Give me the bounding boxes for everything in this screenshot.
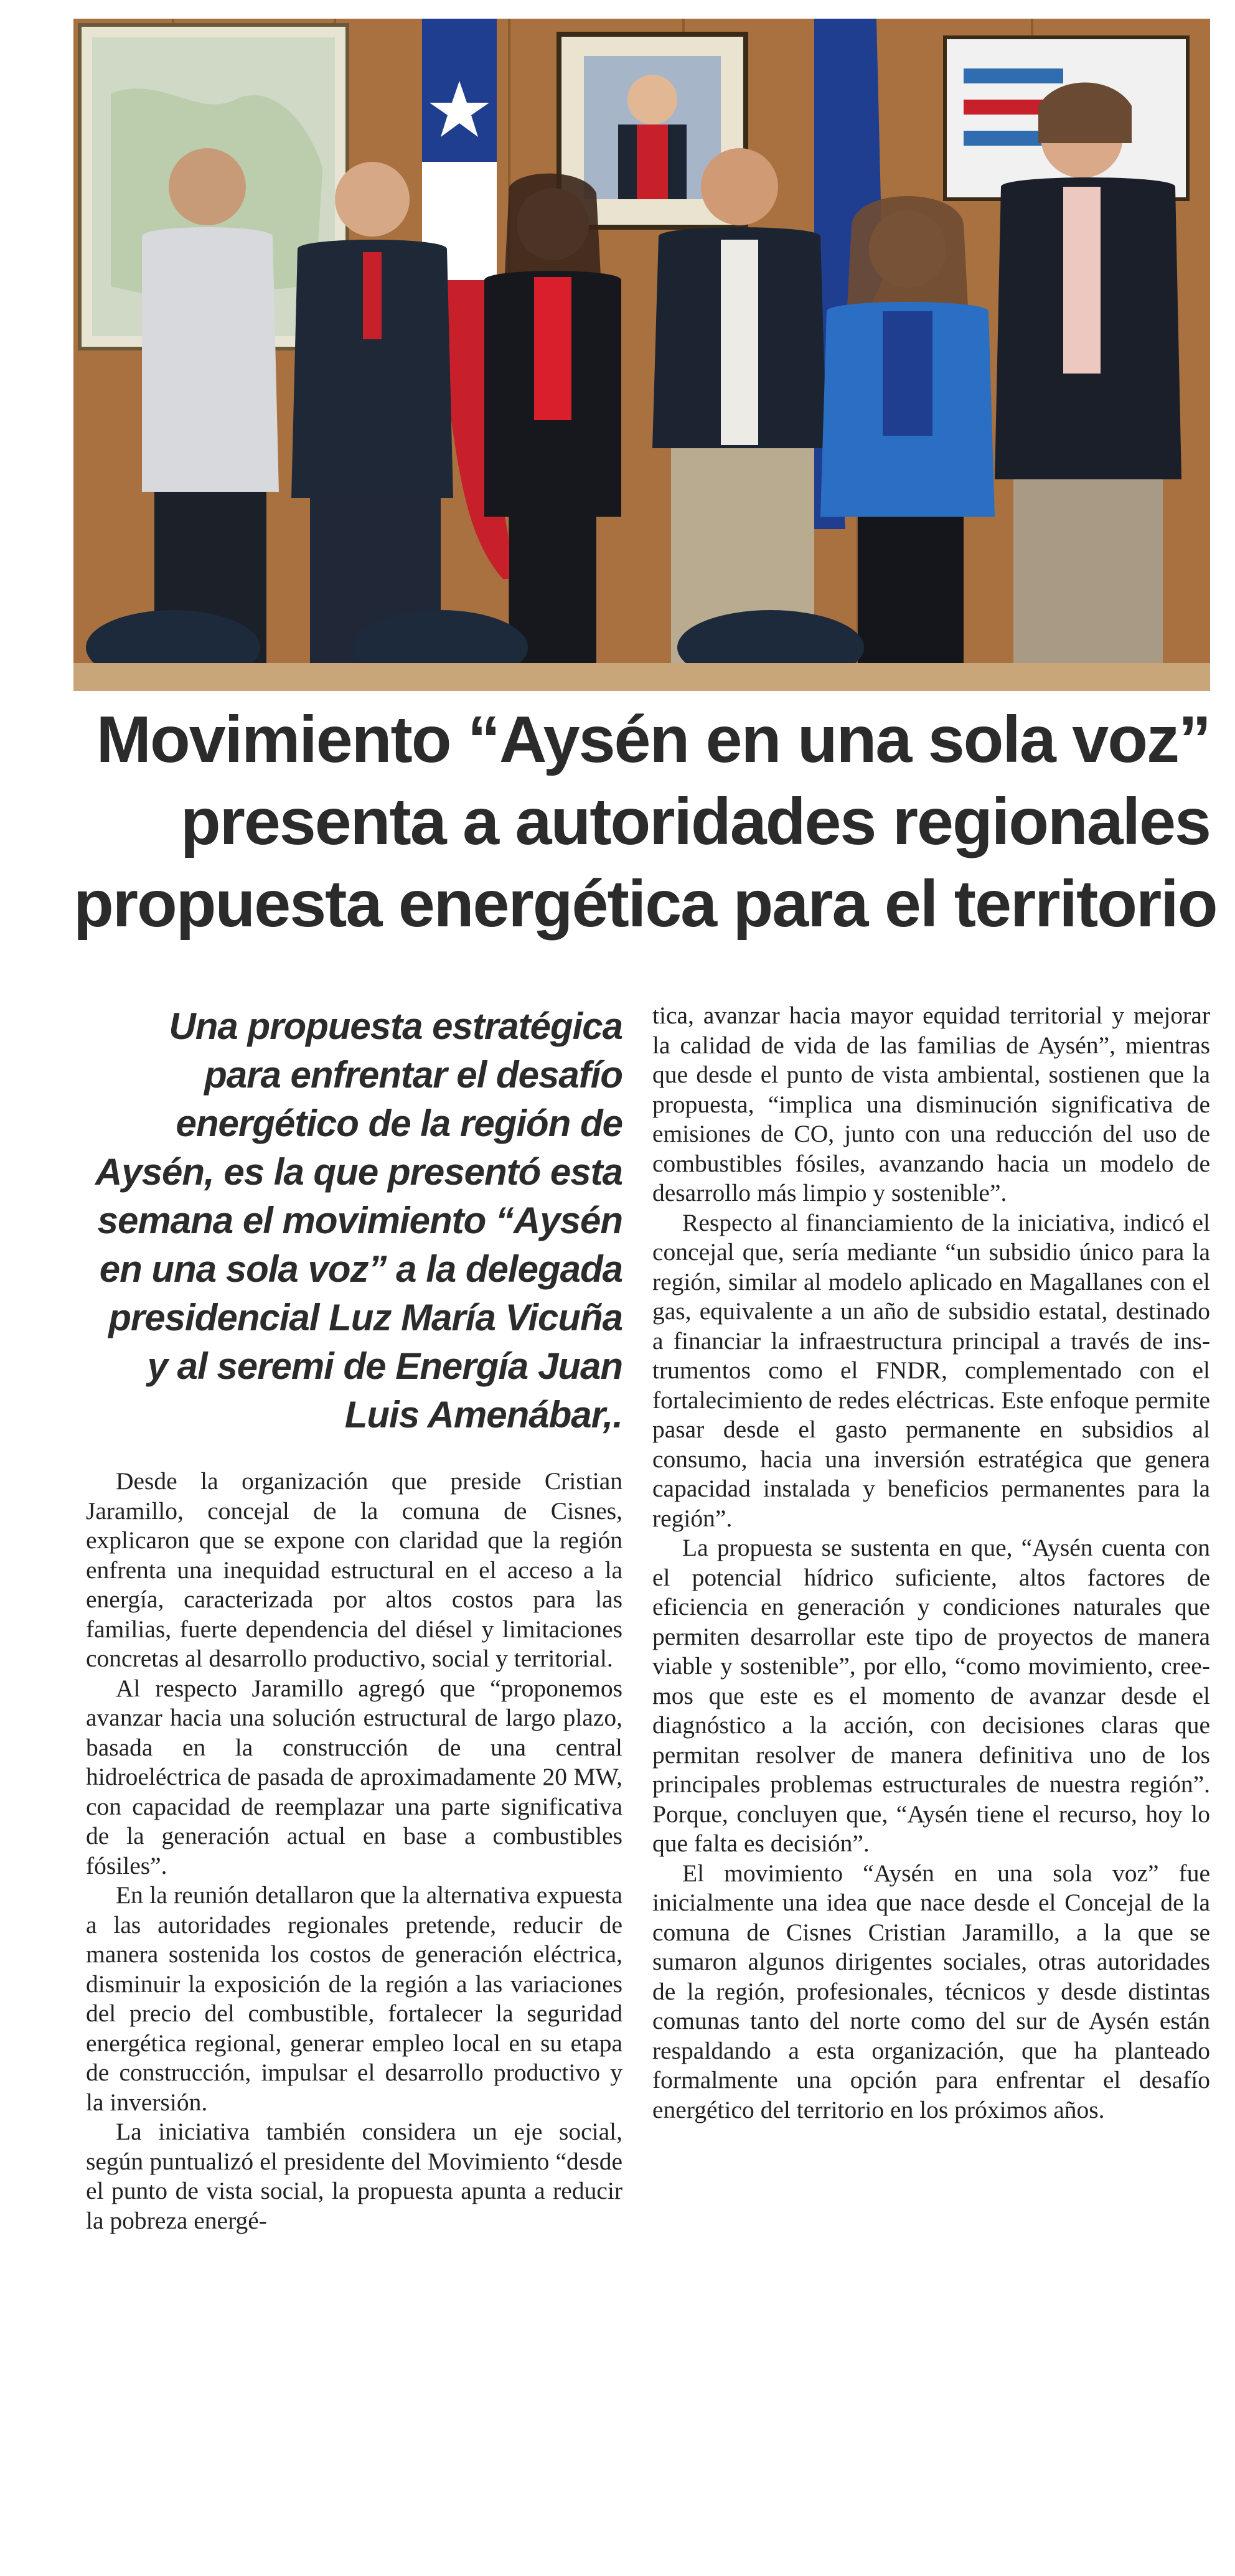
body-paragraph: tica, avanzar hacia mayor equidad territorial y mejorar la calidad de vida de las familias de Aysén”, mientras que desde el punto de vista ambiental, sostienen que la propuesta, “implica una disminución significativa de emisiones de CO, junto con una reducción del uso de combustibles fósiles, avanzando hacia un modelo de desarrollo más limpio y sostenible”. xyxy=(652,1002,1210,1206)
left-body xyxy=(86,1467,622,2235)
body-paragraph: Respecto al financiamiento de la iniciativa, indicó el concejal que, sería mediante “un subsidio único para la región, similar al modelo aplicado en Magallanes con el gas, equivalente a un año de subsidio estatal, destinado a financiar la infraestructura principal a través de instrumentos como el FNDR, complementado con el fortalecimiento de redes eléctricas. Este enfoque permite pasar desde el gasto permanente en subsidios al consumo, hacia una inversión estratégica que genera capacidad instalada y beneficios permanentes para la región”. xyxy=(652,1208,1211,1532)
left-column xyxy=(86,1002,622,2552)
body-paragraph: La iniciativa también considera un eje social, según puntualizó el presidente del Movimiento “desde el punto de vista social, la propuesta apunta a reducir la pobreza energé- xyxy=(86,2118,622,2234)
group-photo-icon xyxy=(73,19,1210,691)
body-paragraph: La propuesta se sustenta en que, “Aysén cuenta con el potencial hídrico suficiente, altos factores de eficiencia en generación y condiciones naturales que permiten desarrollar este tipo de proyectos de manera viable y sostenible”, por ello, “como movimiento, creemos que este es el momento de avanzar desde el diagnóstico a la acción, con decisiones claras que permitan resolver de manera definitiva uno de los principales problemas estructurales de nuestra región”. Porque, concluyen que, “Aysén tiene el recurso, hoy lo que falta es decisión”. xyxy=(652,1534,1210,1857)
body-paragraph: Al respecto Jaramillo agregó que “proponemos avanzar hacia una solución estructural de largo plazo, basada en la construcción de una central hidroeléctrica de pasada de aproximadamente 20 MW, con capacidad de reemplazar una parte significativa de la generación actual en base a combustibles fósiles”. xyxy=(86,1674,622,1879)
right-body xyxy=(652,1001,1210,2125)
body-paragraph: En la reunión detallaron que la alternativa expuesta a las autoridades regionales pretende, reducir de manera sostenida los costos de generación eléctrica, disminuir la exposición de la región a las variaciones del precio del combustible, fortalecer la seguridad energética regional, generar empleo local en su etapa de construcción, impulsar el desarrollo productivo y la inversión. xyxy=(86,1881,622,2116)
headline xyxy=(73,691,1217,952)
headline-line-2: presenta a autoridades regionales xyxy=(180,785,1210,858)
article-photo xyxy=(73,19,1210,691)
body-paragraph: El movimiento “Aysén en una sola voz” fue inicialmente una idea que nace desde el Concejal de la comuna de Cisnes Cristian Jaramillo, a la que se sumaron algunos dirigentes sociales, otras autoridades de la región, profesionales, técnicos y desde distintas comunas tanto del norte como del sur de Aysén están respaldando a esta organización, que ha planteado formalmente una opción para enfrentar el desafío energético del territorio en los próximos años. xyxy=(652,1859,1210,2123)
lead-paragraph: Una propuesta estratégica para enfrentar el desafío energético de la región de Aysén, es la que presentó esta semana el movimiento “Aysén en una sola voz” a la delegada presidencial Luz María Vicuña y al seremi de Energía Juan Luis Amenábar,. xyxy=(95,1005,622,1436)
body-paragraph: Desde la organización que preside Cristian Jaramillo, concejal de la comuna de Cisnes, explicaron que se expone con claridad que la región enfrenta una inequidad estructural en el acceso a la energía, caracterizada por altos costos para las familias, fuerte dependencia del diésel y limitaciones concretas al desarrollo productivo, social y territorial. xyxy=(86,1467,622,1672)
headline-line-1: Movimiento “Aysén en una sola voz” xyxy=(96,703,1210,776)
right-column xyxy=(652,1001,1210,2551)
headline-line-3: propuesta energética para el territorio xyxy=(73,867,1217,941)
